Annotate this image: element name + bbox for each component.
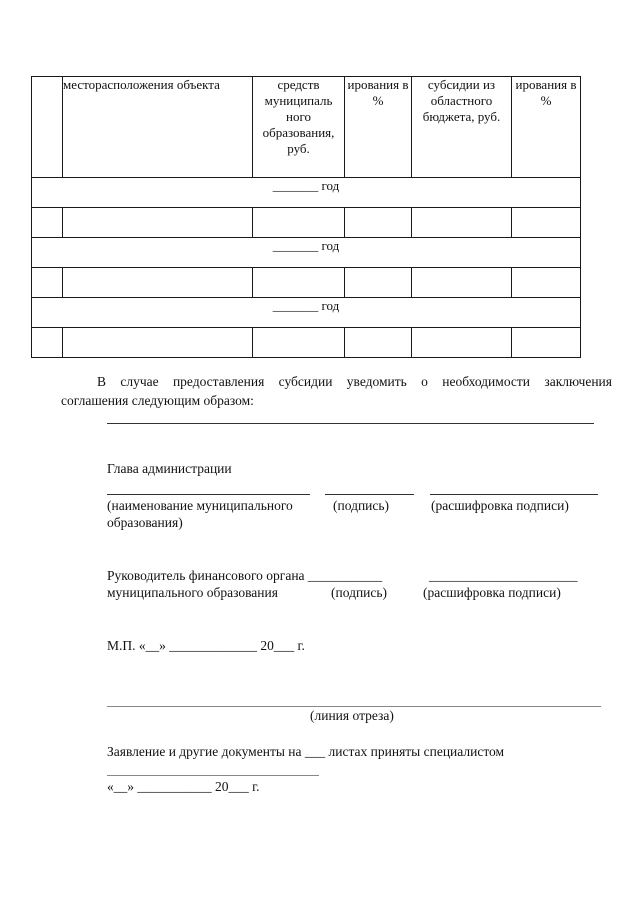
cut-line-label: (линия отреза) bbox=[310, 708, 394, 723]
notice-line-2: соглашения следующим образом: bbox=[61, 393, 254, 408]
finance-caption-signature: (подпись) bbox=[331, 585, 388, 600]
table-cell bbox=[32, 208, 63, 238]
head-decode-line[interactable] bbox=[430, 494, 598, 495]
head-caption-decode: (расшифровка подписи) bbox=[431, 498, 569, 513]
table-cell bbox=[512, 328, 581, 358]
table-cell bbox=[412, 268, 512, 298]
table-cell bbox=[63, 268, 253, 298]
table-cell bbox=[345, 208, 412, 238]
stamp-date: М.П. «__» _____________ 20___ г. bbox=[107, 638, 305, 653]
table-cell bbox=[512, 208, 581, 238]
table-cell bbox=[32, 328, 63, 358]
finance-title: Руководитель финансового органа ___________ bbox=[107, 568, 383, 583]
table-cell bbox=[412, 208, 512, 238]
head-caption-signature: (подпись) bbox=[333, 498, 390, 513]
table-cell bbox=[345, 328, 412, 358]
table-cell bbox=[63, 208, 253, 238]
table-header-row bbox=[32, 77, 581, 178]
table-cell bbox=[63, 328, 253, 358]
table-row bbox=[32, 268, 581, 298]
table-cell bbox=[512, 268, 581, 298]
cut-line bbox=[107, 706, 601, 707]
head-name-line[interactable] bbox=[107, 494, 310, 495]
table-year-row bbox=[32, 298, 581, 328]
notice-line-1: В случае предоставления субсидии уведомить о необходимости заключения bbox=[97, 374, 612, 389]
finance-caption-decode: (расшифровка подписи) bbox=[423, 585, 561, 600]
table-year-row bbox=[32, 178, 581, 208]
head-caption-name-cont: образования) bbox=[107, 515, 183, 530]
table-cell bbox=[253, 328, 345, 358]
header-cell-regional-subsidy: субсидии из областного бюджета, руб. bbox=[412, 77, 512, 178]
table-row bbox=[32, 328, 581, 358]
finance-caption-org: муниципального образования bbox=[107, 585, 278, 600]
table-year-row bbox=[32, 238, 581, 268]
year-cell: _______ год bbox=[32, 238, 581, 268]
year-cell: _______ год bbox=[32, 298, 581, 328]
table-cell bbox=[32, 268, 63, 298]
head-signature-line[interactable] bbox=[325, 494, 414, 495]
year-cell: _______ год bbox=[32, 178, 581, 208]
header-cell-number bbox=[32, 77, 63, 178]
head-title: Глава администрации bbox=[107, 461, 232, 476]
receipt-text: Заявление и другие документы на ___ листах приняты специалистом bbox=[107, 744, 505, 759]
finance-decode-line[interactable]: ______________________ bbox=[429, 568, 578, 583]
table-row bbox=[32, 208, 581, 238]
table-cell bbox=[253, 268, 345, 298]
receipt-specialist-line[interactable] bbox=[107, 775, 319, 776]
header-cell-percent-2: ирования в % bbox=[512, 77, 581, 178]
header-cell-percent-1: ирования в % bbox=[345, 77, 412, 178]
table-cell bbox=[345, 268, 412, 298]
notice-fill-line[interactable] bbox=[107, 423, 594, 424]
objects-table bbox=[31, 76, 581, 358]
header-cell-municipal-funds: средств муниципаль ного образования, руб. bbox=[253, 77, 345, 178]
table-cell bbox=[253, 208, 345, 238]
head-caption-name: (наименование муниципального bbox=[107, 498, 293, 513]
header-cell-location: месторасположения объекта bbox=[63, 77, 253, 178]
table-cell bbox=[412, 328, 512, 358]
receipt-date: «__» ___________ 20___ г. bbox=[107, 779, 260, 794]
